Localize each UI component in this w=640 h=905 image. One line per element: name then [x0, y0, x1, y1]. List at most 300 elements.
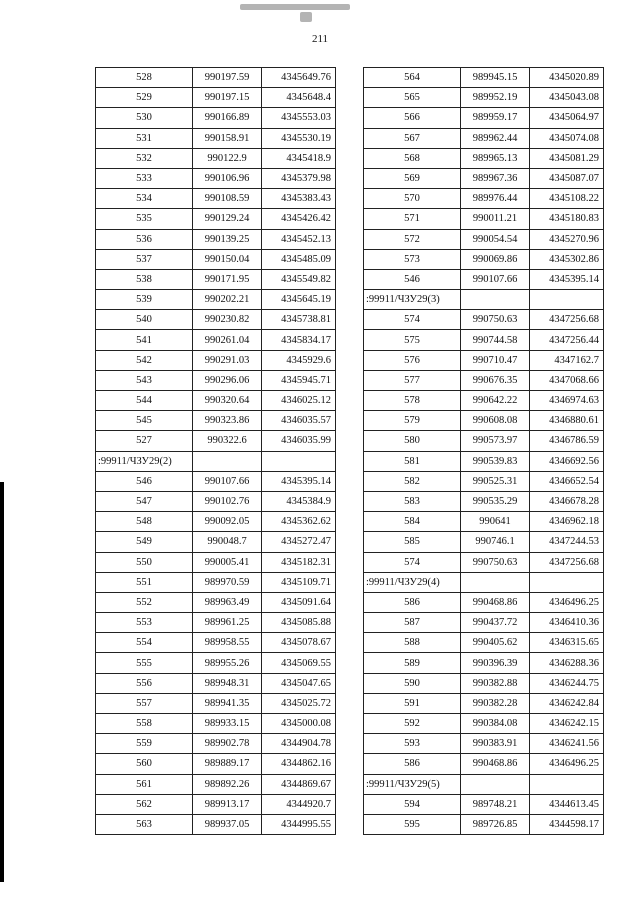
- table-row: [364, 814, 604, 834]
- point-number-cell: 545: [96, 411, 193, 431]
- y-empty-cell: [262, 451, 336, 471]
- table-row: [96, 128, 336, 148]
- point-number-cell: 556: [96, 673, 193, 693]
- x-coordinate-cell: 990744.58: [461, 330, 530, 350]
- table-row: [364, 552, 604, 572]
- table-row: [96, 290, 336, 310]
- point-number-cell: 571: [364, 209, 461, 229]
- y-coordinate-cell: 4344920.7: [262, 794, 336, 814]
- point-number-cell: 551: [96, 572, 193, 592]
- table-row: [96, 774, 336, 794]
- x-coordinate-cell: 990054.54: [461, 229, 530, 249]
- y-coordinate-cell: 4345272.47: [262, 532, 336, 552]
- point-number-cell: 540: [96, 310, 193, 330]
- table-row: [364, 471, 604, 491]
- section-header-cell: :99911/ЧЗУ29(2): [96, 451, 193, 471]
- point-number-cell: 568: [364, 148, 461, 168]
- table-row: [96, 88, 336, 108]
- table-row: [364, 189, 604, 209]
- table-row: [364, 391, 604, 411]
- x-coordinate-cell: 990106.96: [193, 168, 262, 188]
- table-row: [364, 411, 604, 431]
- x-coordinate-cell: 990011.21: [461, 209, 530, 229]
- x-coordinate-cell: 989952.19: [461, 88, 530, 108]
- x-coordinate-cell: 990122.9: [193, 148, 262, 168]
- coordinates-table-right: [363, 67, 604, 835]
- point-number-cell: 593: [364, 734, 461, 754]
- x-empty-cell: [193, 451, 262, 471]
- table-row: [364, 350, 604, 370]
- section-header-row: [364, 774, 604, 794]
- table-row: [364, 88, 604, 108]
- y-coordinate-cell: 4345109.71: [262, 572, 336, 592]
- x-coordinate-cell: 989970.59: [193, 572, 262, 592]
- point-number-cell: 546: [364, 269, 461, 289]
- point-number-cell: 592: [364, 714, 461, 734]
- x-coordinate-cell: 989941.35: [193, 693, 262, 713]
- table-row: [96, 148, 336, 168]
- y-coordinate-cell: 4345362.62: [262, 512, 336, 532]
- point-number-cell: 546: [96, 471, 193, 491]
- point-number-cell: 574: [364, 552, 461, 572]
- x-coordinate-cell: 990158.91: [193, 128, 262, 148]
- table-row: [96, 370, 336, 390]
- point-number-cell: 584: [364, 512, 461, 532]
- y-coordinate-cell: 4345485.09: [262, 249, 336, 269]
- table-row: [96, 693, 336, 713]
- x-empty-cell: [461, 572, 530, 592]
- y-coordinate-cell: 4344862.16: [262, 754, 336, 774]
- x-coordinate-cell: 989726.85: [461, 814, 530, 834]
- table-row: [96, 512, 336, 532]
- table-row: [96, 754, 336, 774]
- y-coordinate-cell: 4345074.08: [530, 128, 604, 148]
- x-coordinate-cell: 990107.66: [461, 269, 530, 289]
- y-coordinate-cell: 4344904.78: [262, 734, 336, 754]
- point-number-cell: 541: [96, 330, 193, 350]
- point-number-cell: 562: [96, 794, 193, 814]
- y-coordinate-cell: 4345383.43: [262, 189, 336, 209]
- point-number-cell: 534: [96, 189, 193, 209]
- table-row: [364, 209, 604, 229]
- x-coordinate-cell: 990291.03: [193, 350, 262, 370]
- point-number-cell: 537: [96, 249, 193, 269]
- y-coordinate-cell: 4345087.07: [530, 168, 604, 188]
- y-coordinate-cell: 4345047.65: [262, 673, 336, 693]
- y-coordinate-cell: 4345078.67: [262, 633, 336, 653]
- point-number-cell: 558: [96, 714, 193, 734]
- y-coordinate-cell: 4346974.63: [530, 391, 604, 411]
- x-coordinate-cell: 989913.17: [193, 794, 262, 814]
- y-coordinate-cell: 4346678.28: [530, 491, 604, 511]
- x-coordinate-cell: 989945.15: [461, 68, 530, 88]
- table-row: [364, 592, 604, 612]
- y-coordinate-cell: 4346880.61: [530, 411, 604, 431]
- point-number-cell: 586: [364, 592, 461, 612]
- section-header-row: [96, 451, 336, 471]
- y-coordinate-cell: 4345182.31: [262, 552, 336, 572]
- y-coordinate-cell: 4345549.82: [262, 269, 336, 289]
- point-number-cell: 527: [96, 431, 193, 451]
- point-number-cell: 535: [96, 209, 193, 229]
- scan-smudge-top-small: [300, 12, 312, 22]
- table-row: [96, 734, 336, 754]
- y-empty-cell: [530, 572, 604, 592]
- table-row: [364, 249, 604, 269]
- point-number-cell: 583: [364, 491, 461, 511]
- y-coordinate-cell: 4345069.55: [262, 653, 336, 673]
- point-number-cell: 580: [364, 431, 461, 451]
- x-coordinate-cell: 990069.86: [461, 249, 530, 269]
- point-number-cell: 563: [96, 814, 193, 834]
- x-coordinate-cell: 989902.78: [193, 734, 262, 754]
- point-number-cell: 574: [364, 310, 461, 330]
- table-row: [364, 330, 604, 350]
- table-row: [96, 633, 336, 653]
- y-empty-cell: [530, 774, 604, 794]
- point-number-cell: 547: [96, 491, 193, 511]
- y-coordinate-cell: 4346242.15: [530, 714, 604, 734]
- y-coordinate-cell: 4345645.19: [262, 290, 336, 310]
- point-number-cell: 543: [96, 370, 193, 390]
- x-coordinate-cell: 990150.04: [193, 249, 262, 269]
- scan-smudge-top: [240, 4, 350, 10]
- x-empty-cell: [461, 290, 530, 310]
- x-coordinate-cell: 989959.17: [461, 108, 530, 128]
- section-header-cell: :99911/ЧЗУ29(4): [364, 572, 461, 592]
- left-table-body: [96, 68, 336, 835]
- section-header-row: [364, 290, 604, 310]
- table-row: [364, 451, 604, 471]
- y-coordinate-cell: 4345395.14: [262, 471, 336, 491]
- y-coordinate-cell: 4344613.45: [530, 794, 604, 814]
- table-row: [96, 68, 336, 88]
- point-number-cell: 538: [96, 269, 193, 289]
- point-number-cell: 590: [364, 673, 461, 693]
- y-coordinate-cell: 4344598.17: [530, 814, 604, 834]
- table-row: [96, 794, 336, 814]
- table-row: [96, 249, 336, 269]
- table-row: [364, 310, 604, 330]
- table-row: [96, 431, 336, 451]
- table-row: [364, 794, 604, 814]
- table-row: [364, 754, 604, 774]
- y-coordinate-cell: 4345302.86: [530, 249, 604, 269]
- x-coordinate-cell: 990197.15: [193, 88, 262, 108]
- table-row: [96, 330, 336, 350]
- y-coordinate-cell: 4347068.66: [530, 370, 604, 390]
- table-row: [96, 310, 336, 330]
- x-coordinate-cell: 990129.24: [193, 209, 262, 229]
- point-number-cell: 561: [96, 774, 193, 794]
- y-coordinate-cell: 4345553.03: [262, 108, 336, 128]
- table-row: [364, 633, 604, 653]
- y-coordinate-cell: 4345180.83: [530, 209, 604, 229]
- point-number-cell: 581: [364, 451, 461, 471]
- point-number-cell: 542: [96, 350, 193, 370]
- x-coordinate-cell: 990230.82: [193, 310, 262, 330]
- table-row: [96, 613, 336, 633]
- table-row: [96, 572, 336, 592]
- y-coordinate-cell: 4346962.18: [530, 512, 604, 532]
- point-number-cell: 548: [96, 512, 193, 532]
- y-coordinate-cell: 4347244.53: [530, 532, 604, 552]
- y-coordinate-cell: 4344995.55: [262, 814, 336, 834]
- point-number-cell: 588: [364, 633, 461, 653]
- x-coordinate-cell: 990573.97: [461, 431, 530, 451]
- x-coordinate-cell: 990197.59: [193, 68, 262, 88]
- table-row: [96, 673, 336, 693]
- table-row: [364, 532, 604, 552]
- point-number-cell: 566: [364, 108, 461, 128]
- table-row: [96, 411, 336, 431]
- table-row: [364, 693, 604, 713]
- point-number-cell: 587: [364, 613, 461, 633]
- x-coordinate-cell: 990750.63: [461, 310, 530, 330]
- x-coordinate-cell: 990261.04: [193, 330, 262, 350]
- y-coordinate-cell: 4345000.08: [262, 714, 336, 734]
- x-coordinate-cell: 990102.76: [193, 491, 262, 511]
- x-coordinate-cell: 989955.26: [193, 653, 262, 673]
- x-coordinate-cell: 990539.83: [461, 451, 530, 471]
- x-coordinate-cell: 990525.31: [461, 471, 530, 491]
- x-coordinate-cell: 990396.39: [461, 653, 530, 673]
- point-number-cell: 586: [364, 754, 461, 774]
- table-row: [96, 229, 336, 249]
- table-row: [96, 108, 336, 128]
- point-number-cell: 528: [96, 68, 193, 88]
- x-coordinate-cell: 990382.28: [461, 693, 530, 713]
- table-row: [364, 370, 604, 390]
- x-coordinate-cell: 990296.06: [193, 370, 262, 390]
- y-coordinate-cell: 4346652.54: [530, 471, 604, 491]
- y-coordinate-cell: 4345081.29: [530, 148, 604, 168]
- x-coordinate-cell: 990048.7: [193, 532, 262, 552]
- x-coordinate-cell: 990641: [461, 512, 530, 532]
- page-number: 211: [311, 33, 329, 45]
- table-row: [96, 814, 336, 834]
- point-number-cell: 544: [96, 391, 193, 411]
- table-row: [96, 552, 336, 572]
- y-coordinate-cell: 4347256.44: [530, 330, 604, 350]
- x-coordinate-cell: 990323.86: [193, 411, 262, 431]
- y-coordinate-cell: 4345043.08: [530, 88, 604, 108]
- table-row: [96, 209, 336, 229]
- x-coordinate-cell: 990535.29: [461, 491, 530, 511]
- table-row: [364, 653, 604, 673]
- y-coordinate-cell: 4345426.42: [262, 209, 336, 229]
- y-coordinate-cell: 4347256.68: [530, 310, 604, 330]
- point-number-cell: 552: [96, 592, 193, 612]
- point-number-cell: 531: [96, 128, 193, 148]
- y-coordinate-cell: 4345085.88: [262, 613, 336, 633]
- table-row: [364, 431, 604, 451]
- x-coordinate-cell: 990437.72: [461, 613, 530, 633]
- table-row: [364, 168, 604, 188]
- x-coordinate-cell: 990108.59: [193, 189, 262, 209]
- table-row: [364, 613, 604, 633]
- y-coordinate-cell: 4345091.64: [262, 592, 336, 612]
- table-row: [364, 229, 604, 249]
- x-coordinate-cell: 990171.95: [193, 269, 262, 289]
- x-coordinate-cell: 989963.49: [193, 592, 262, 612]
- point-number-cell: 555: [96, 653, 193, 673]
- section-header-row: [364, 572, 604, 592]
- table-row: [364, 512, 604, 532]
- point-number-cell: 594: [364, 794, 461, 814]
- y-coordinate-cell: 4345384.9: [262, 491, 336, 511]
- point-number-cell: 533: [96, 168, 193, 188]
- x-coordinate-cell: 990608.08: [461, 411, 530, 431]
- x-coordinate-cell: 990383.91: [461, 734, 530, 754]
- table-row: [96, 189, 336, 209]
- point-number-cell: 536: [96, 229, 193, 249]
- point-number-cell: 560: [96, 754, 193, 774]
- y-coordinate-cell: 4345452.13: [262, 229, 336, 249]
- y-coordinate-cell: 4345020.89: [530, 68, 604, 88]
- point-number-cell: 578: [364, 391, 461, 411]
- point-number-cell: 564: [364, 68, 461, 88]
- y-coordinate-cell: 4344869.67: [262, 774, 336, 794]
- y-coordinate-cell: 4346244.75: [530, 673, 604, 693]
- y-coordinate-cell: 4345738.81: [262, 310, 336, 330]
- table-row: [364, 148, 604, 168]
- point-number-cell: 567: [364, 128, 461, 148]
- table-row: [364, 491, 604, 511]
- table-row: [96, 269, 336, 289]
- x-coordinate-cell: 990468.86: [461, 592, 530, 612]
- table-row: [96, 471, 336, 491]
- x-coordinate-cell: 989961.25: [193, 613, 262, 633]
- table-row: [364, 673, 604, 693]
- y-coordinate-cell: 4347162.7: [530, 350, 604, 370]
- point-number-cell: 579: [364, 411, 461, 431]
- x-coordinate-cell: 990642.22: [461, 391, 530, 411]
- table-row: [96, 491, 336, 511]
- y-coordinate-cell: 4345530.19: [262, 128, 336, 148]
- x-coordinate-cell: 989937.05: [193, 814, 262, 834]
- x-coordinate-cell: 990746.1: [461, 532, 530, 552]
- x-coordinate-cell: 990092.05: [193, 512, 262, 532]
- section-header-cell: :99911/ЧЗУ29(5): [364, 774, 461, 794]
- y-coordinate-cell: 4346288.36: [530, 653, 604, 673]
- x-coordinate-cell: 989889.17: [193, 754, 262, 774]
- y-coordinate-cell: 4345395.14: [530, 269, 604, 289]
- point-number-cell: 550: [96, 552, 193, 572]
- y-coordinate-cell: 4346410.36: [530, 613, 604, 633]
- y-coordinate-cell: 4346496.25: [530, 754, 604, 774]
- y-empty-cell: [530, 290, 604, 310]
- point-number-cell: 589: [364, 653, 461, 673]
- point-number-cell: 529: [96, 88, 193, 108]
- x-coordinate-cell: 990405.62: [461, 633, 530, 653]
- point-number-cell: 539: [96, 290, 193, 310]
- point-number-cell: 577: [364, 370, 461, 390]
- y-coordinate-cell: 4346786.59: [530, 431, 604, 451]
- x-coordinate-cell: 990107.66: [193, 471, 262, 491]
- y-coordinate-cell: 4345418.9: [262, 148, 336, 168]
- x-coordinate-cell: 989948.31: [193, 673, 262, 693]
- right-table-body: [364, 68, 604, 835]
- point-number-cell: 585: [364, 532, 461, 552]
- y-coordinate-cell: 4347256.68: [530, 552, 604, 572]
- y-coordinate-cell: 4346315.65: [530, 633, 604, 653]
- table-row: [364, 734, 604, 754]
- y-coordinate-cell: 4346496.25: [530, 592, 604, 612]
- point-number-cell: 595: [364, 814, 461, 834]
- scan-edge-bar: [0, 482, 4, 882]
- table-row: [364, 108, 604, 128]
- table-row: [364, 128, 604, 148]
- x-coordinate-cell: 989958.55: [193, 633, 262, 653]
- point-number-cell: 572: [364, 229, 461, 249]
- y-coordinate-cell: 4345270.96: [530, 229, 604, 249]
- x-coordinate-cell: 989976.44: [461, 189, 530, 209]
- x-coordinate-cell: 990202.21: [193, 290, 262, 310]
- x-coordinate-cell: 990005.41: [193, 552, 262, 572]
- x-coordinate-cell: 990382.88: [461, 673, 530, 693]
- table-row: [96, 714, 336, 734]
- table-row: [96, 168, 336, 188]
- y-coordinate-cell: 4345648.4: [262, 88, 336, 108]
- y-coordinate-cell: 4345649.76: [262, 68, 336, 88]
- y-coordinate-cell: 4345929.6: [262, 350, 336, 370]
- x-coordinate-cell: 990384.08: [461, 714, 530, 734]
- point-number-cell: 573: [364, 249, 461, 269]
- point-number-cell: 576: [364, 350, 461, 370]
- y-coordinate-cell: 4346035.57: [262, 411, 336, 431]
- y-coordinate-cell: 4345108.22: [530, 189, 604, 209]
- x-coordinate-cell: 989967.36: [461, 168, 530, 188]
- point-number-cell: 582: [364, 471, 461, 491]
- y-coordinate-cell: 4346035.99: [262, 431, 336, 451]
- x-coordinate-cell: 990320.64: [193, 391, 262, 411]
- table-row: [96, 653, 336, 673]
- x-coordinate-cell: 990750.63: [461, 552, 530, 572]
- y-coordinate-cell: 4346242.84: [530, 693, 604, 713]
- point-number-cell: 557: [96, 693, 193, 713]
- x-coordinate-cell: 990166.89: [193, 108, 262, 128]
- x-empty-cell: [461, 774, 530, 794]
- table-row: [96, 532, 336, 552]
- x-coordinate-cell: 990468.86: [461, 754, 530, 774]
- x-coordinate-cell: 990710.47: [461, 350, 530, 370]
- table-row: [364, 714, 604, 734]
- x-coordinate-cell: 989748.21: [461, 794, 530, 814]
- y-coordinate-cell: 4345064.97: [530, 108, 604, 128]
- point-number-cell: 569: [364, 168, 461, 188]
- x-coordinate-cell: 989933.15: [193, 714, 262, 734]
- point-number-cell: 591: [364, 693, 461, 713]
- point-number-cell: 554: [96, 633, 193, 653]
- point-number-cell: 559: [96, 734, 193, 754]
- table-row: [364, 68, 604, 88]
- y-coordinate-cell: 4345834.17: [262, 330, 336, 350]
- x-coordinate-cell: 990322.6: [193, 431, 262, 451]
- table-row: [96, 350, 336, 370]
- y-coordinate-cell: 4346692.56: [530, 451, 604, 471]
- table-row: [96, 592, 336, 612]
- table-row: [96, 391, 336, 411]
- x-coordinate-cell: 989892.26: [193, 774, 262, 794]
- y-coordinate-cell: 4345945.71: [262, 370, 336, 390]
- y-coordinate-cell: 4346025.12: [262, 391, 336, 411]
- coordinates-table-left: [95, 67, 336, 835]
- x-coordinate-cell: 990676.35: [461, 370, 530, 390]
- y-coordinate-cell: 4345025.72: [262, 693, 336, 713]
- point-number-cell: 532: [96, 148, 193, 168]
- point-number-cell: 530: [96, 108, 193, 128]
